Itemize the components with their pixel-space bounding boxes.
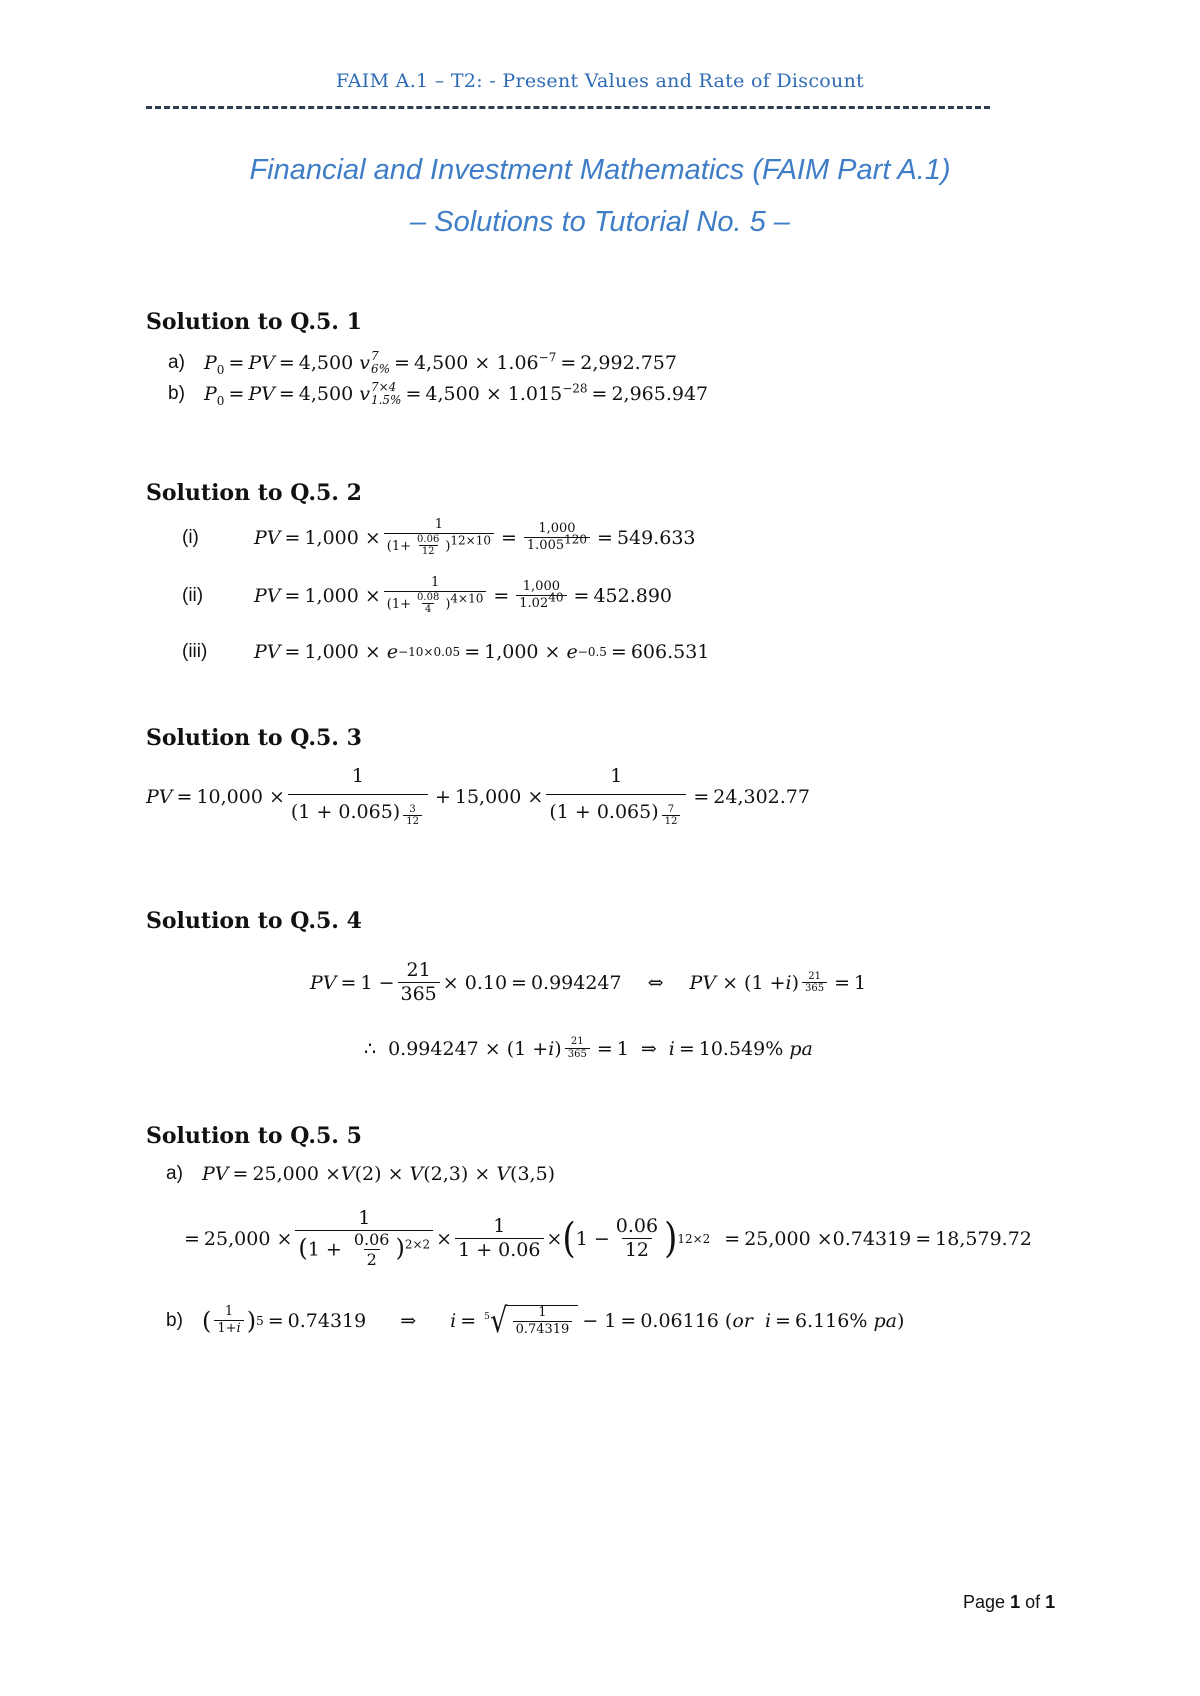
q5-b-label: b) [166,1310,183,1331]
q2-iii-label: (iii) [182,641,208,662]
q5-heading: Solution to Q.5. 5 [146,1123,362,1149]
document-title: Financial and Investment Mathematics (FAIM Part A.1) [249,154,951,186]
footer-page-word: Page [963,1592,1006,1612]
q2-i-result: 549.633 [616,527,696,550]
q4-rate: 10.549% [698,1037,784,1060]
q1-part-b: b) $P_0$ = PV = 4,500 v 7×4 1.5% = $4,500 \times 1.015^{-28}$ = 2,965.947 [168,380,709,408]
q5-part-a-line-1: a) PV = 25,000 × V (2) × V (2,3) × V (3,5) [166,1163,556,1185]
footer-page-number: 1 [1010,1592,1021,1612]
q4-heading: Solution to Q.5. 4 [146,908,362,934]
q5-b-result: 0.06116 [640,1310,719,1332]
document-subtitle: – Solutions to Tutorial No. 5 – [410,206,790,238]
q2-heading: Solution to Q.5. 2 [146,480,362,506]
q2-i-label: (i) [182,527,199,549]
q2-ii-label: (ii) [182,585,204,607]
q5-part-b: b) ( $\frac{1}{1+i}$ ) 5 = 0.74319 ⇒ i = 5 √ $\frac{1}{0.74319}$ − 1 = 0.06116 ( or i = 6.116% pa ) [166,1301,905,1341]
q1-heading: Solution to Q.5. 1 [146,309,362,335]
header-divider [146,106,990,109]
q5-b-rate: 6.116% [794,1310,868,1332]
q2-part-i: (i) PV = 1,000 × 1 (1+ $\frac{0.06}{12}$ )$^{12\times 10}$ = $\frac{1,000}{1.005^{120}}$ = 549.633 [182,517,696,558]
footer-of-word: of [1025,1592,1041,1612]
running-header: FAIM A.1 – T2: - Present Values and Rate of Discount [335,70,865,92]
q5-a-label: a) [166,1163,183,1184]
q2-iii-result: 606.531 [630,641,710,663]
footer-page-total: 1 [1045,1592,1056,1612]
q5-a-result: 18,579.72 [935,1228,1032,1251]
q2-part-iii: (iii) PV = 1,000 × e −10×0.05 = 1,000 × e −0.5 = 606.531 [182,641,710,663]
q5-discount-factor: 0.74319 [832,1228,912,1251]
q3-heading: Solution to Q.5. 3 [146,725,362,751]
q5-part-a-line-2: = 25,000 × 1 (1 + $\frac{0.06}{2}$ )$^{2\times 2}$ × $\frac{1}{1 + 0.06}$ × ( 1 − $\frac{0.06}{12}$ ) 12×2 = 25,000 × 0.74319 = 18,579.72 [184,1207,1032,1270]
q4-line-1: PV = 1 − $\frac{21}{365}$ × 0.10 = 0.994247 ⇔ PV × (1 + i ) $\frac{21}{365}$ = 1 [310,959,867,1005]
q3-equation: PV = 10,000 × 1 (1 + 0.065) $\frac{3}{12}$ + 15,000 × 1 (1 + 0.065) $\frac{7}{12}$ = 24,302.77 [146,765,810,828]
q2-part-ii: (ii) PV = 1,000 × 1 (1+ $\frac{0.08}{4}$ )$^{4\times 10}$ = $\frac{1,000}{1.02^{40}}$ = 452.890 [182,575,673,616]
q2-ii-result: 452.890 [593,585,673,608]
q1-part-a: a) $P_0$ = PV = 4,500 v 7 6% = $4,500 \times 1.06^{-7}$ = 2,992.757 [168,349,677,377]
q1-b-label: b) [168,383,185,404]
q3-result: 24,302.77 [713,786,810,809]
q4-pv-value: 0.994247 [530,972,622,995]
q4-line-2: ∴ 0.994247 × (1 + i ) $\frac{21}{365}$ = 1 ⇒ i = 10.549% pa [364,1036,813,1060]
q1-a-label: a) [168,352,185,373]
page-footer [963,1592,1055,1613]
